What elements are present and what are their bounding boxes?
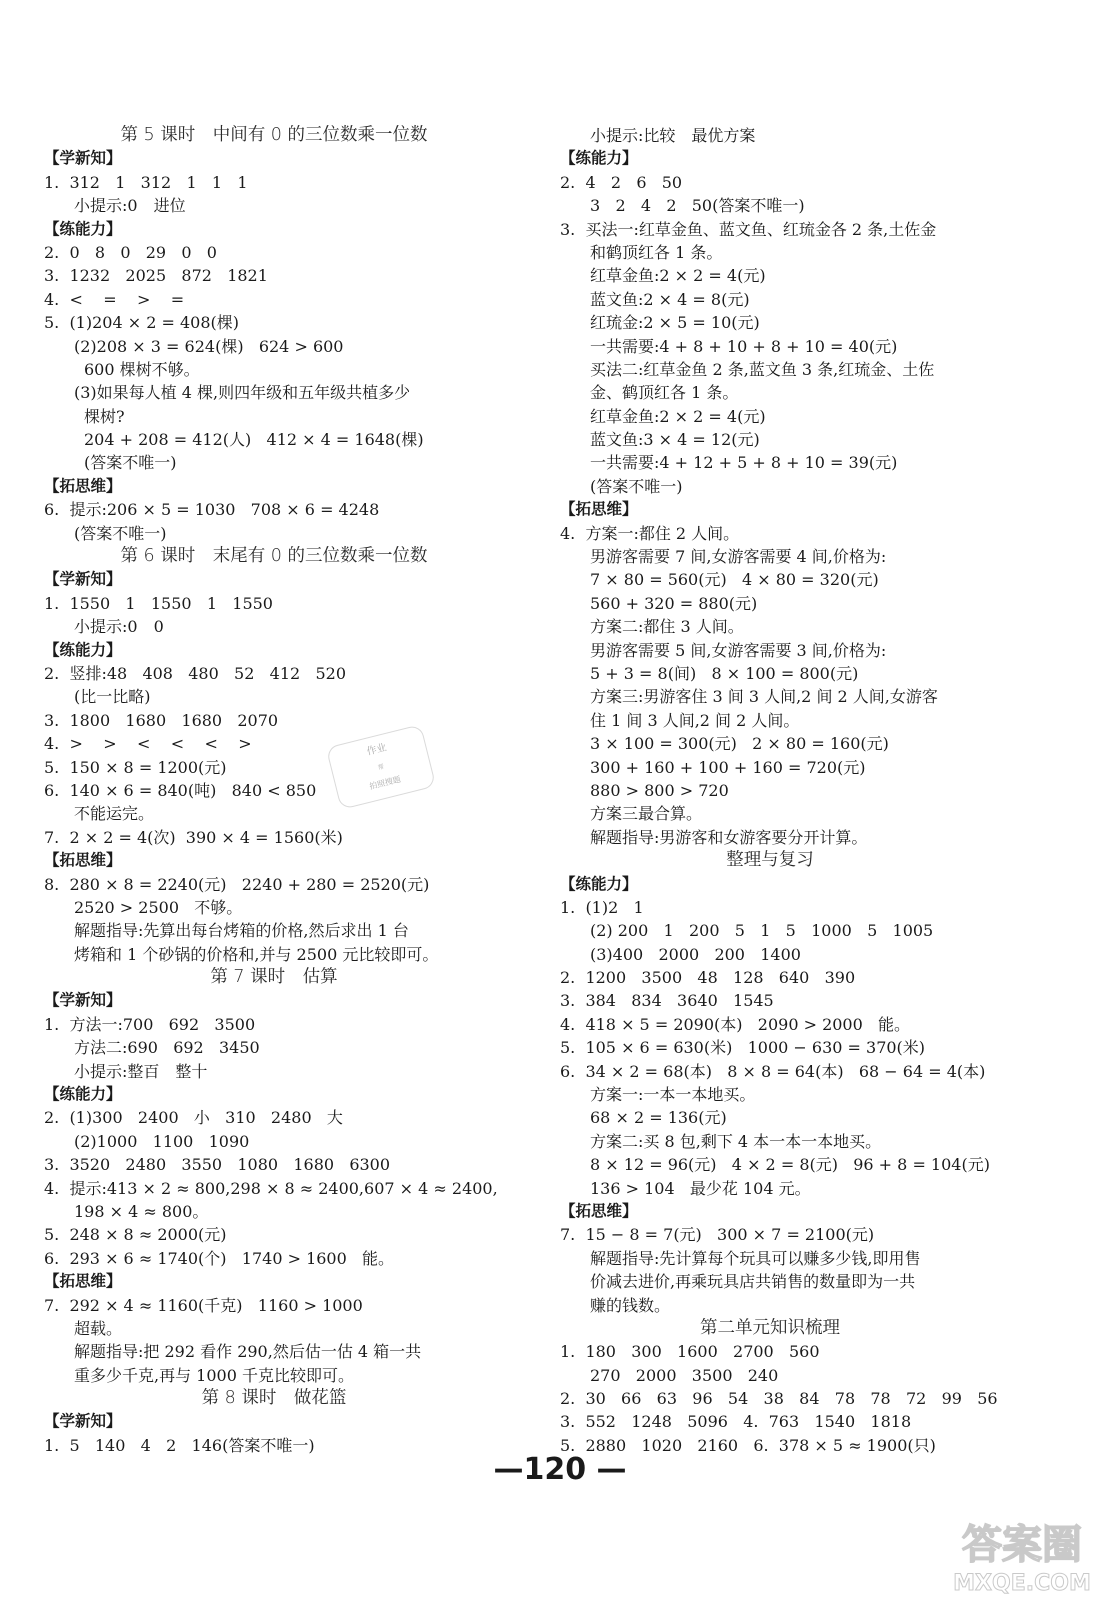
answer-line: 3. 384 834 3640 1545 bbox=[560, 991, 774, 1011]
answer-line: 3 × 100 = 300(元) 2 × 80 = 160(元) bbox=[590, 734, 889, 754]
section-label: 【拓思维】 bbox=[560, 1201, 638, 1220]
answer-line: 买法二:红草金鱼 2 条,蓝文鱼 3 条,红琉金、土佐 bbox=[590, 359, 935, 379]
answer-line: 1. 方法一:700 692 3500 bbox=[44, 1014, 256, 1034]
answer-line: 2. 0 8 0 29 0 0 bbox=[44, 242, 217, 262]
answer-line: (2)1000 1100 1090 bbox=[74, 1131, 250, 1151]
lesson-title: 第 7 课时 估算 bbox=[210, 967, 338, 988]
answer-line: 300 + 160 + 100 + 160 = 720(元) bbox=[590, 757, 866, 777]
answer-line: 6. 293 × 6 ≈ 1740(个) 1740 > 1600 能。 bbox=[44, 1248, 395, 1268]
answer-line: 270 2000 3500 240 bbox=[590, 1365, 779, 1385]
answer-line: 解题指导:先计算每个玩具可以赚多少钱,即用售 bbox=[590, 1248, 921, 1268]
watermark-logo bbox=[934, 1512, 1110, 1596]
answer-line: (比一比略) bbox=[74, 687, 151, 707]
answer-line: 1. 312 1 312 1 1 1 bbox=[44, 172, 248, 192]
answer-line: 1. 180 300 1600 2700 560 bbox=[560, 1342, 820, 1362]
lesson-title: 第 5 课时 中间有 0 的三位数乘一位数 bbox=[120, 125, 428, 145]
answer-line: 204 + 208 = 412(人) 412 × 4 = 1648(棵) bbox=[84, 430, 424, 450]
answer-line: 2. 1200 3500 48 128 640 390 bbox=[560, 968, 856, 988]
answer-line: 住 1 间 3 人间,2 间 2 人间。 bbox=[590, 710, 800, 730]
answer-line: 2520 > 2500 不够。 bbox=[74, 897, 243, 917]
answer-line: 方法二:690 692 3450 bbox=[74, 1038, 260, 1058]
watermark-url: MXQE.COM bbox=[953, 1571, 1091, 1596]
answer-line: 棵树? bbox=[84, 406, 125, 426]
answer-line: 方案二:都住 3 人间。 bbox=[590, 617, 744, 637]
answer-line: (2)208 × 3 = 624(棵) 624 > 600 bbox=[74, 336, 344, 356]
lesson-title: 第 8 课时 做花篮 bbox=[201, 1388, 347, 1409]
answer-line: 2. 竖排:48 408 480 52 412 520 bbox=[44, 663, 346, 683]
answer-line: 4. > > < < < > bbox=[44, 734, 252, 754]
answer-line: 6. 140 × 6 = 840(吨) 840 < 850 bbox=[44, 780, 317, 800]
answer-line: (2) 200 1 200 5 1 5 1000 5 1005 bbox=[590, 921, 934, 941]
section-label: 【拓思维】 bbox=[44, 851, 122, 870]
section-label: 【拓思维】 bbox=[44, 1272, 122, 1291]
left-column bbox=[44, 124, 504, 1457]
answer-line: 7. 2 × 2 = 4(次) 390 × 4 = 1560(米) bbox=[44, 827, 343, 847]
answer-line: 5. 2880 1020 2160 6. 378 × 5 ≈ 1900(只) bbox=[560, 1435, 936, 1455]
answer-line: 方案三最合算。 bbox=[590, 804, 703, 824]
answer-line: 烤箱和 1 个砂锅的价格和,并与 2500 元比较即可。 bbox=[74, 944, 439, 964]
section-label: 【学新知】 bbox=[44, 149, 122, 168]
section-label: 【练能力】 bbox=[560, 874, 638, 893]
answer-line: 3. 1800 1680 1680 2070 bbox=[44, 710, 279, 730]
answer-line: 蓝文鱼:3 × 4 = 12(元) bbox=[590, 430, 760, 450]
answer-line: 4. 提示:413 × 2 ≈ 800,298 × 8 ≈ 2400,607 × 4 ≈ 2400, bbox=[44, 1178, 498, 1198]
answer-line: 不能运完。 bbox=[74, 804, 155, 824]
answer-line: 价减去进价,再乘玩具店共销售的数量即为一共 bbox=[590, 1272, 916, 1292]
answer-line: 1. 5 140 4 2 146(答案不唯一) bbox=[44, 1435, 315, 1455]
answer-line: 小提示:比较 最优方案 bbox=[590, 126, 756, 145]
answer-line: 小提示:整百 整十 bbox=[74, 1061, 208, 1081]
answer-line: 蓝文鱼:2 × 4 = 8(元) bbox=[590, 289, 750, 309]
answer-line: 3. 3520 2480 3550 1080 1680 6300 bbox=[44, 1155, 391, 1175]
section-label: 【拓思维】 bbox=[44, 476, 122, 495]
answer-line: (答案不唯一) bbox=[84, 453, 177, 473]
answer-line: 超载。 bbox=[74, 1318, 123, 1338]
answer-line: 7. 292 × 4 ≈ 1160(千克) 1160 > 1000 bbox=[44, 1295, 363, 1315]
section-label: 【学新知】 bbox=[44, 1412, 122, 1431]
answer-line: 3 2 4 2 50(答案不唯一) bbox=[590, 196, 805, 216]
answer-line: 男游客需要 5 间,女游客需要 3 间,价格为: bbox=[590, 640, 887, 660]
answer-line: 2. 30 66 63 96 54 38 84 78 78 72 99 56 bbox=[560, 1389, 998, 1409]
answer-line: 136 > 104 最少花 104 元。 bbox=[590, 1178, 811, 1198]
answer-line: 一共需要:4 + 12 + 5 + 8 + 10 = 39(元) bbox=[590, 453, 898, 473]
answer-line: 5. 248 × 8 ≈ 2000(元) bbox=[44, 1225, 227, 1245]
page-number: —120 — bbox=[493, 1452, 627, 1487]
section-label: 【练能力】 bbox=[44, 640, 122, 659]
section-label: 【练能力】 bbox=[44, 1085, 122, 1104]
answer-line: 560 + 320 = 880(元) bbox=[590, 593, 758, 613]
answer-line: 2. (1)300 2400 小 310 2480 大 bbox=[44, 1108, 343, 1128]
lesson-title: 整理与复习 bbox=[726, 850, 814, 871]
answer-line: 红草金鱼:2 × 2 = 4(元) bbox=[590, 266, 766, 286]
answer-line: 8. 280 × 8 = 2240(元) 2240 + 280 = 2520(元) bbox=[44, 874, 430, 894]
answer-line: 7. 15 − 8 = 7(元) 300 × 7 = 2100(元) bbox=[560, 1225, 875, 1245]
answer-line: (答案不唯一) bbox=[74, 523, 167, 543]
answer-line: 金、鹤顶红各 1 条。 bbox=[590, 383, 739, 403]
answer-line: 红草金鱼:2 × 2 = 4(元) bbox=[590, 406, 766, 426]
lesson-title: 第 6 课时 末尾有 0 的三位数乘一位数 bbox=[120, 546, 428, 567]
answer-line: 重多少千克,再与 1000 千克比较即可。 bbox=[74, 1365, 354, 1385]
answer-line: 解题指导:男游客和女游客要分开计算。 bbox=[590, 827, 868, 847]
answer-line: 4. 418 × 5 = 2090(本) 2090 > 2000 能。 bbox=[560, 1014, 911, 1034]
answer-line: 600 棵树不够。 bbox=[84, 359, 200, 379]
watermark-cn: 答案圈 bbox=[962, 1522, 1082, 1568]
answer-line: 880 > 800 > 720 bbox=[590, 780, 729, 800]
answer-line: 男游客需要 7 间,女游客需要 4 间,价格为: bbox=[590, 547, 887, 567]
section-label: 【学新知】 bbox=[44, 570, 122, 589]
section-label: 【练能力】 bbox=[560, 149, 638, 168]
answer-line: 3. 1232 2025 872 1821 bbox=[44, 266, 268, 286]
answer-line: 4. < = > = bbox=[44, 289, 185, 309]
answer-line: 解题指导:先算出每台烤箱的价格,然后求出 1 台 bbox=[74, 921, 409, 941]
stamp-bottom: 拍照搜题 bbox=[368, 774, 402, 792]
answer-line: 方案一:一本一本地买。 bbox=[590, 1085, 756, 1105]
answer-line: 一共需要:4 + 8 + 10 + 8 + 10 = 40(元) bbox=[590, 336, 898, 356]
answer-line: 5. 150 × 8 = 1200(元) bbox=[44, 757, 227, 777]
answer-line: 3. 552 1248 5096 4. 763 1540 1818 bbox=[560, 1412, 912, 1432]
answer-line: 5 + 3 = 8(间) 8 × 100 = 800(元) bbox=[590, 663, 859, 683]
answer-line: (3)如果每人植 4 棵,则四年级和五年级共植多少 bbox=[74, 383, 411, 403]
answer-line: 2. 4 2 6 50 bbox=[560, 172, 683, 192]
section-label: 【学新知】 bbox=[44, 991, 122, 1010]
answer-line: 1. 1550 1 1550 1 1550 bbox=[44, 593, 273, 613]
answer-line: 7 × 80 = 560(元) 4 × 80 = 320(元) bbox=[590, 570, 879, 590]
answer-line: (答案不唯一) bbox=[590, 476, 683, 496]
lesson-title: 第二单元知识梳理 bbox=[700, 1317, 840, 1338]
right-column bbox=[560, 124, 998, 1457]
answer-line: 3. 买法一:红草金鱼、蓝文鱼、红琉金各 2 条,土佐金 bbox=[560, 219, 937, 239]
answer-line: 1. (1)2 1 bbox=[560, 897, 644, 917]
stamp-middle: 帮 bbox=[377, 763, 385, 772]
answer-line: 红琉金:2 × 5 = 10(元) bbox=[590, 313, 760, 333]
answer-line: 方案三:男游客住 3 间 3 人间,2 间 2 人间,女游客 bbox=[590, 687, 938, 707]
answer-line: 5. 105 × 6 = 630(米) 1000 − 630 = 370(米) bbox=[560, 1038, 926, 1058]
section-label: 【练能力】 bbox=[44, 219, 122, 238]
answer-line: 解题指导:把 292 看作 290,然后估一估 4 箱一共 bbox=[74, 1342, 422, 1362]
answer-line: 6. 提示:206 × 5 = 1030 708 × 6 = 4248 bbox=[44, 500, 380, 520]
answer-line: 小提示:0 进位 bbox=[74, 196, 186, 216]
answer-line: 方案二:买 8 包,剩下 4 本一本一本地买。 bbox=[590, 1131, 882, 1151]
answer-line: 赚的钱数。 bbox=[590, 1295, 671, 1315]
stamp-title: 作业 bbox=[365, 742, 388, 758]
answer-line: 6. 34 × 2 = 68(本) 8 × 8 = 64(本) 68 − 64 = 4(本) bbox=[560, 1061, 986, 1081]
answer-line: 68 × 2 = 136(元) bbox=[590, 1108, 727, 1128]
answer-line: 198 × 4 ≈ 800。 bbox=[74, 1201, 209, 1221]
section-label: 【拓思维】 bbox=[560, 500, 638, 519]
answer-line: 和鹤顶红各 1 条。 bbox=[590, 242, 723, 262]
answer-line: (3)400 2000 200 1400 bbox=[590, 944, 801, 964]
answer-line: 小提示:0 0 bbox=[74, 617, 164, 637]
answer-line: 4. 方案一:都住 2 人间。 bbox=[560, 523, 740, 543]
answer-line: 5. (1)204 × 2 = 408(棵) bbox=[44, 313, 240, 333]
answer-line: 8 × 12 = 96(元) 4 × 2 = 8(元) 96 + 8 = 104(元) bbox=[590, 1155, 990, 1175]
